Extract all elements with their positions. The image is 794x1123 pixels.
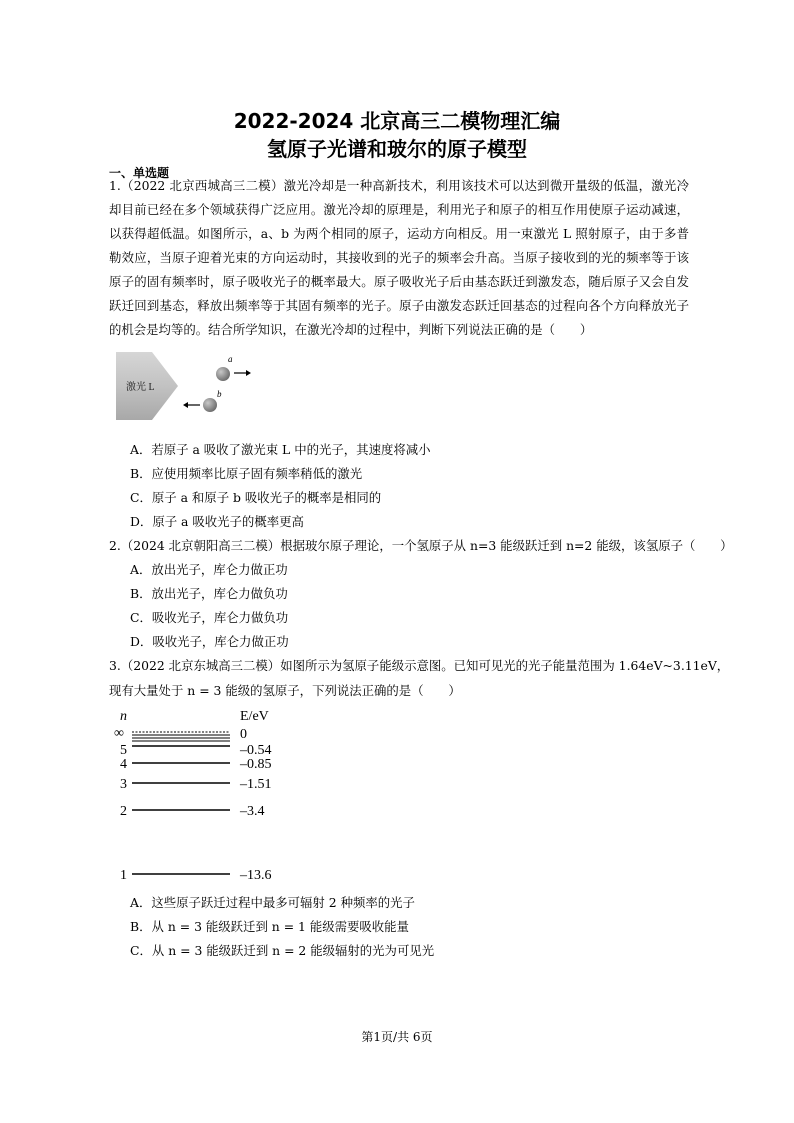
question-3-line-2: 现有大量处于 n = 3 能级的氢原子，下列说法正确的是（ ） xyxy=(109,683,461,698)
energy-axis-label: E/eV xyxy=(240,709,269,724)
section-heading: 一、单选题 xyxy=(109,166,170,180)
question-2-text: 2.（2024 北京朝阳高三二模）根据玻尔原子理论，一个氢原子从 n=3 能级跃迁到 n=2 能级，该氢原子（ ） xyxy=(109,538,733,553)
q2-option-d: D．吸收光子，库仑力做正功 xyxy=(130,634,289,649)
level-3-n: 3 xyxy=(120,777,127,792)
atom-a xyxy=(216,367,230,381)
laser-label: 激光 L xyxy=(126,382,155,393)
q1-option-c: C．原子 a 和原子 b 吸收光子的概率是相同的 xyxy=(130,490,382,505)
level-2-e: –3.4 xyxy=(240,804,265,819)
q3-option-b: B．从 n = 3 能级跃迁到 n = 1 能级需要吸收能量 xyxy=(130,919,409,934)
question-3-line-1: 3.（2022 北京东城高三二模）如图所示为氢原子能级示意图。已知可见光的光子能量范围为 1.64eV~3.11eV， xyxy=(109,658,730,673)
laser-cooling-figure xyxy=(116,348,266,430)
q3-option-c: C．从 n = 3 能级跃迁到 n = 2 能级辐射的光为可见光 xyxy=(130,943,435,958)
level-4-e: –0.85 xyxy=(240,757,272,772)
level-3-e: –1.51 xyxy=(240,777,272,792)
question-1-text: 1.（2022 北京西城高三二模）激光冷却是一种高新技术，利用该技术可以达到微开量级的低温，激光冷却目前已经在多个领域获得广泛应用。激光冷却的原理是，利用光子和原子的相互作用使原子运动减速，以获得超低温。如图所示，a、b 为两个相同的原子，运动方向相反。用一束激光 L 照射原子，由于多普勒效应，当原子迎着光束的方向运动时，其接收到的光子的频率会升高。当原子接收到的光的频率等于该原子的固有频率时，原子吸收光子的概率最大。原子吸收光子后由基态跃迁到激发态，随后原子又会自发跃迁回到基态，释放出频率等于其固有频率的光子。原子由激发态跃迁回基态的过程向各个方向释放光子的机会是均等的。结合所学知识，在激光冷却的过程中，判断下列说法正确的是（ ） xyxy=(109,178,689,337)
level-4-n: 4 xyxy=(120,757,127,772)
atom-a-label: a xyxy=(228,354,233,364)
energy-level-diagram xyxy=(110,704,310,884)
q1-option-a: A．若原子 a 吸收了激光束 L 中的光子，其速度将减小 xyxy=(130,442,431,457)
document-title: 2022-2024 北京高三二模物理汇编 xyxy=(233,109,561,133)
q3-option-a: A．这些原子跃迁过程中最多可辐射 2 种频率的光子 xyxy=(130,895,415,910)
n-axis-label: n xyxy=(120,709,127,724)
level-2-n: 2 xyxy=(120,804,127,819)
q2-option-b: B．放出光子，库仑力做负功 xyxy=(130,586,288,601)
atom-b xyxy=(203,398,217,412)
atom-b-label: b xyxy=(217,389,222,399)
level-1-n: 1 xyxy=(120,868,127,883)
page-footer: 第1页/共 6页 xyxy=(361,1030,433,1044)
level-1-e: –13.6 xyxy=(240,868,272,883)
level-5-e: –0.54 xyxy=(240,743,272,758)
q1-option-b: B．应使用频率比原子固有频率稍低的激光 xyxy=(130,466,363,481)
q1-option-d: D．原子 a 吸收光子的概率更高 xyxy=(130,514,304,529)
level-5-n: 5 xyxy=(120,743,127,758)
document-subtitle: 氢原子光谱和玻尔的原子模型 xyxy=(267,137,527,161)
q2-option-c: C．吸收光子，库仑力做负功 xyxy=(130,610,289,625)
level-inf-e: 0 xyxy=(240,727,247,742)
level-inf-n: ∞ xyxy=(114,726,124,741)
q2-option-a: A．放出光子，库仑力做正功 xyxy=(130,562,288,577)
